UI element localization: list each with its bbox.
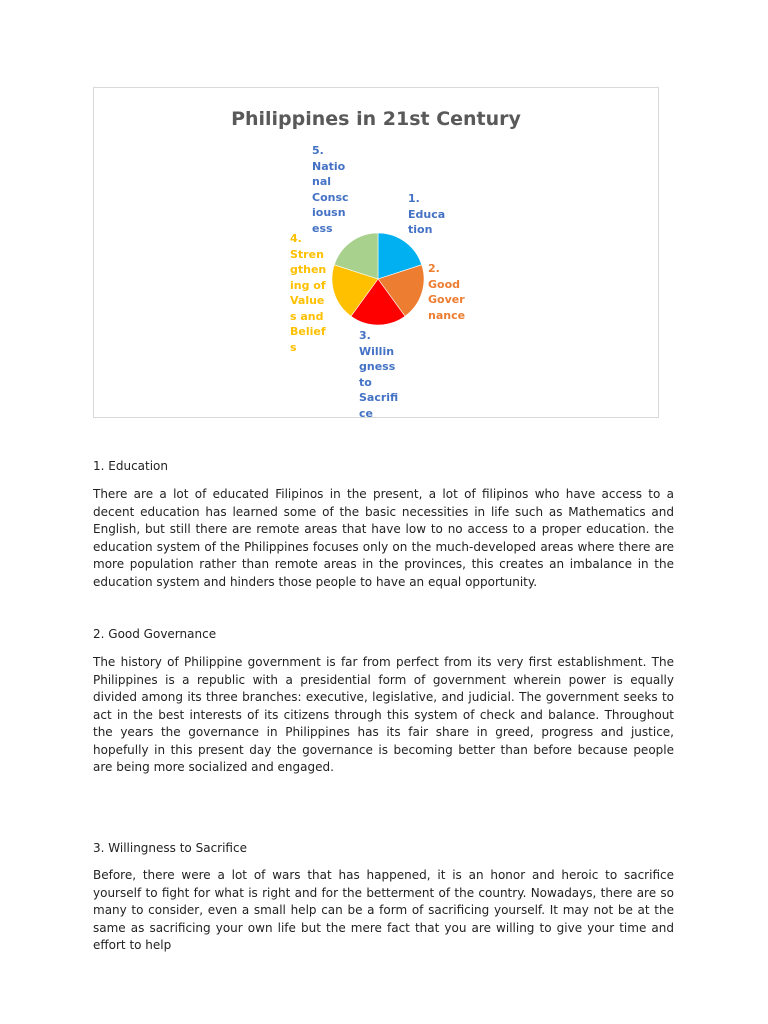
slice-label-national-consciousness: 5. Natio nal Consc iousn ess: [312, 144, 349, 235]
section-body-education: There are a lot of educated Filipinos in the present, a lot of filipinos who have access to a decent education has learned some of the basic necessities in life such as Mathematics and English, but still there are remote areas that have low to no access to a proper education. the education system of the Philippines focuses only on the much-developed areas where there are more population rather than remote areas in the provinces, this creates an imbalance in the education system and hinders those people to have an equal opportunity.: [93, 487, 674, 589]
pie-chart: [93, 87, 659, 418]
section-heading-willingness: 3. Willingness to Sacrifice: [93, 841, 247, 855]
section-heading-good-governance: 2. Good Governance: [93, 627, 217, 641]
slice-label-education: 1. Educa tion: [408, 192, 446, 236]
section-heading-education: 1. Education: [93, 459, 169, 473]
slice-label-willingness-to-sacrifice: 3. Willin gness to Sacrifi ce: [359, 329, 399, 420]
pie-plot: [330, 231, 426, 327]
slice-label-good-governance: 2. Good Gover nance: [428, 262, 466, 322]
section-body-willingness: Before, there were a lot of wars that has happened, it is an honor and heroic to sacrifice yourself to fight for what is right and for the betterment of the country. Nowadays, there are so many to consider, even a small help can be a form of sacrificing yourself. It may not be at the same as sacrificing your own life but the mere fact that you are willing to give your time and effort to help: [93, 868, 674, 952]
chart-title: Philippines in 21st Century: [231, 108, 521, 130]
section-body-good-governance: The history of Philippine government is far from perfect from its very first establishment. The Philippines is a republic with a presidential form of government wherein power is equally divided among its three branches: executive, legislative, and judicial. The government seeks to act in the best interests of its citizens through this system of check and balance. Throughout the years the governance in Philippines has its fair share in greed, progress and justice, hopefully in this present day the governance is becoming better than before because people are being more socialized and engaged.: [93, 655, 674, 774]
slice-label-strengthening-values: 4. Stren gthen ing of Value s and Belief s: [290, 232, 327, 354]
